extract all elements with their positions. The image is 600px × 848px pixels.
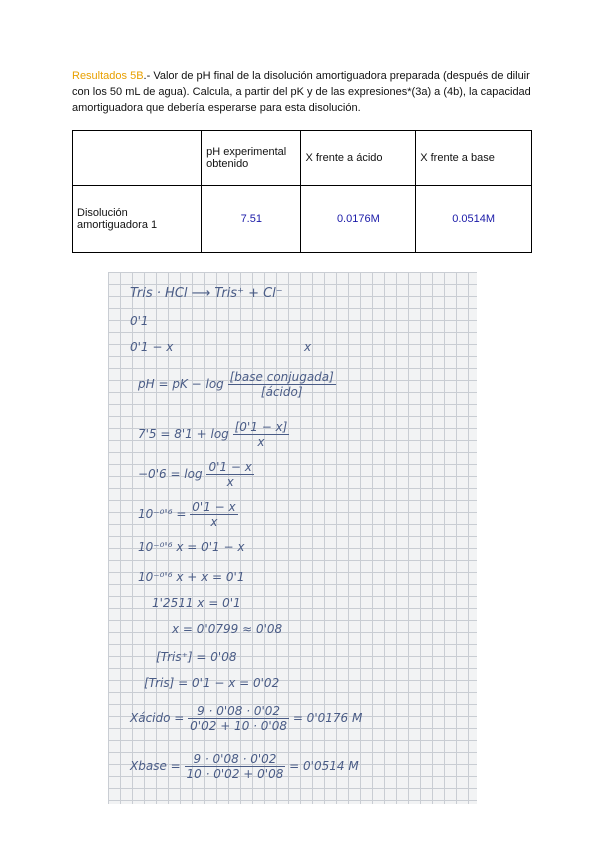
henderson-equation — [138, 370, 336, 399]
intro-text: .- Valor de pH final de la disolución amortiguadora preparada (después de diluir con los 50 mL de agua). Calcula, a partir del pK y de las expresiones*(3a) a (4b), la capacidad amortiguadora que debería esperarse para esta disolución. — [72, 70, 531, 114]
initial-concentration: 0'1 — [130, 314, 149, 328]
exponent-lhs: 10⁻⁰'⁶ = — [138, 507, 187, 521]
substitution-fraction — [233, 420, 290, 449]
substitution-lhs: 7'5 = 8'1 + log — [138, 427, 229, 441]
x-acido-calculation — [130, 704, 362, 733]
log-denominator: x — [226, 475, 234, 489]
x-acido-result: = 0'0176 M — [292, 711, 363, 725]
row-label: Disolución amortiguadora 1 — [73, 186, 202, 253]
henderson-denominator: [ácido] — [260, 385, 303, 399]
tris-plus-concentration: [Tris⁺] = 0'08 — [156, 650, 237, 664]
exponent-line — [138, 500, 238, 529]
header-empty — [73, 131, 202, 186]
henderson-numerator: [base conjugada] — [229, 370, 334, 384]
exponent-numerator: 0'1 − x — [192, 500, 236, 514]
x-acido-numerator: 9 · 0'08 · 0'02 — [188, 704, 289, 719]
x-base-label: Xbase = — [130, 759, 181, 773]
substitution-denominator: x — [257, 435, 265, 449]
x-acido-denominator: 0'02 + 10 · 0'08 — [190, 719, 287, 733]
henderson-fraction — [228, 370, 336, 399]
solve-step-1: 10⁻⁰'⁶ x = 0'1 − x — [138, 540, 245, 554]
x-base-result: = 0'0514 M — [289, 759, 359, 773]
substitution-numerator: [0'1 − x] — [234, 420, 288, 434]
tris-concentration: [Tris] = 0'1 − x = 0'02 — [144, 676, 280, 690]
x-base-fraction — [185, 752, 286, 781]
exponent-denominator: x — [210, 515, 218, 529]
log-fraction — [206, 460, 253, 489]
exponent-fraction — [190, 500, 237, 529]
ph-value: 7.51 — [202, 186, 301, 253]
solve-step-3: 1'2511 x = 0'1 — [152, 596, 241, 610]
solve-step-2: 10⁻⁰'⁶ x + x = 0'1 — [138, 570, 245, 584]
x-base-denominator: 10 · 0'02 + 0'08 — [186, 767, 284, 781]
log-numerator: 0'1 − x — [208, 460, 252, 474]
x-acido-label: Xácido = — [130, 711, 185, 725]
x-acido-value: 0.0176M — [301, 186, 416, 253]
handwritten-notes-photo — [108, 272, 477, 804]
header-x-acido: X frente a ácido — [301, 131, 416, 186]
equilibrium-x: x — [304, 340, 312, 354]
table-header-row — [73, 131, 532, 186]
header-ph: pH experimental obtenido — [202, 131, 301, 186]
results-heading: Resultados 5B — [72, 70, 144, 82]
x-acido-fraction — [188, 704, 289, 733]
results-table — [72, 130, 532, 253]
header-x-base: X frente a base — [416, 131, 532, 186]
log-line — [138, 460, 254, 489]
x-result: x = 0'0799 ≈ 0'08 — [172, 622, 283, 636]
equilibrium-tris: 0'1 − x — [130, 340, 174, 354]
henderson-lhs: pH = pK − log — [138, 377, 224, 391]
reaction-equation: Tris · HCl ⟶ Tris⁺ + Cl⁻ — [130, 286, 283, 301]
x-base-numerator: 9 · 0'08 · 0'02 — [185, 752, 286, 767]
substitution-line — [138, 420, 289, 449]
x-base-value: 0.0514M — [416, 186, 532, 253]
table-row — [73, 186, 532, 253]
log-lhs: −0'6 = log — [138, 467, 203, 481]
x-base-calculation — [130, 752, 359, 781]
intro-paragraph — [72, 68, 532, 116]
